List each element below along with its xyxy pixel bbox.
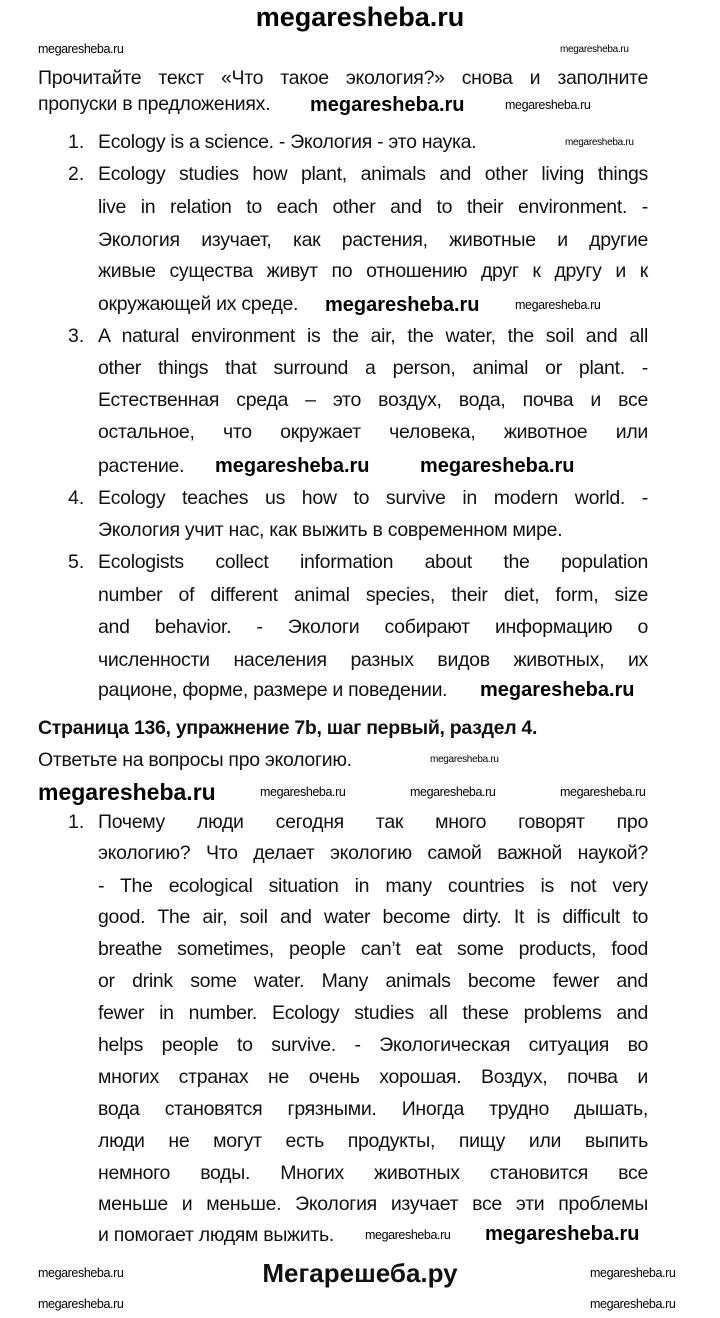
item-line: численности населения разных видов животных, их: [98, 649, 648, 671]
item-number: 3.: [68, 325, 85, 347]
watermark: megaresheba.ru: [560, 785, 646, 799]
item-line: Ecologists collect information about the population: [98, 551, 648, 573]
watermark: megaresheba.ru: [485, 1223, 640, 1245]
item-line: Экология учит нас, как выжить в современном мире.: [98, 519, 563, 541]
item-line: остальное, что окружает человека, животное или: [98, 421, 648, 443]
item-line: breathe sometimes, people can’t eat some products, food: [98, 938, 648, 960]
item-line: number of different animal species, their diet, form, size: [98, 584, 648, 606]
intro-line: пропуски в предложениях.: [38, 93, 271, 115]
item-line: Ecology teaches us how to survive in modern world. -: [98, 487, 648, 509]
item-line: Экология изучает, как растения, животные и другие: [98, 229, 648, 251]
item-line: Ecology is a science. - Экология - это наука.: [98, 131, 477, 153]
item-line: живые существа живут по отношению друг к другу и к: [98, 260, 648, 282]
watermark: megaresheba.ru: [515, 298, 601, 312]
item-line: окружающей их среде.: [98, 293, 299, 315]
watermark: megaresheba.ru: [420, 455, 575, 477]
watermark: megaresheba.ru: [260, 785, 346, 799]
watermark: megaresheba.ru: [590, 1297, 676, 1311]
watermark: megaresheba.ru: [38, 42, 124, 56]
item-line: немного воды. Многих животных становится все: [98, 1162, 648, 1184]
item-number: 2.: [68, 163, 85, 185]
item-line: live in relation to each other and to their environment. -: [98, 196, 648, 218]
item-line: Почему люди сегодня так много говорят про: [98, 811, 648, 833]
watermark: megaresheba.ru: [365, 1228, 451, 1242]
section-intro: Ответьте на вопросы про экологию.: [38, 749, 352, 771]
watermark: megaresheba.ru: [325, 294, 480, 316]
watermark: megaresheba.ru: [560, 44, 629, 55]
watermark: megaresheba.ru: [505, 98, 591, 112]
watermark: megaresheba.ru: [38, 779, 216, 805]
watermark: megaresheba.ru: [215, 455, 370, 477]
item-line: good. The air, soil and water become dirty. It is difficult to: [98, 906, 648, 928]
item-line: A natural environment is the air, the water, the soil and all: [98, 325, 648, 347]
item-number: 1.: [68, 811, 85, 833]
item-line: other things that surround a person, animal or plant. -: [98, 357, 648, 379]
item-line: helps people to survive. - Экологическая ситуация во: [98, 1034, 648, 1056]
watermark: megaresheba.ru: [310, 94, 465, 116]
item-line: - The ecological situation in many countries is not very: [98, 875, 648, 897]
item-number: 1.: [68, 131, 85, 153]
watermark: megaresheba.ru: [38, 1297, 124, 1311]
item-line: вода становятся грязными. Иногда трудно дышать,: [98, 1098, 648, 1120]
item-line: люди не могут есть продукты, пищу или выпить: [98, 1130, 648, 1152]
item-number: 5.: [68, 551, 85, 573]
watermark: megaresheba.ru: [565, 137, 634, 148]
item-number: 4.: [68, 487, 85, 509]
item-line: и помогает людям выжить.: [98, 1224, 334, 1246]
watermark: megaresheba.ru: [410, 785, 496, 799]
watermark: megaresheba.ru: [480, 679, 635, 701]
item-line: and behavior. - Экологи собирают информацию о: [98, 616, 648, 638]
section-heading: Страница 136, упражнение 7b, шаг первый, раздел 4.: [38, 717, 538, 739]
item-line: экологию? Что делает экологию самой важной наукой?: [98, 842, 648, 864]
item-line: многих странах не очень хорошая. Воздух, почва и: [98, 1066, 648, 1088]
item-line: Ecology studies how plant, animals and other living things: [98, 163, 648, 185]
item-line: меньше и меньше. Экология изучает все эти проблемы: [98, 1193, 648, 1215]
watermark: megaresheba.ru: [38, 1266, 124, 1280]
watermark: megaresheba.ru: [590, 1266, 676, 1280]
intro-line: Прочитайте текст «Что такое экология?» снова и заполните: [38, 67, 648, 89]
site-watermark-header: megaresheba.ru: [255, 2, 465, 32]
item-line: рационе, форме, размере и поведении.: [98, 679, 448, 701]
item-line: fewer in number. Ecology studies all these problems and: [98, 1002, 648, 1024]
item-line: Естественная среда – это воздух, вода, почва и все: [98, 389, 648, 411]
footer-site-name: Мегарешеба.ру: [262, 1258, 458, 1288]
watermark: megaresheba.ru: [430, 754, 499, 765]
item-line: растение.: [98, 455, 185, 477]
item-line: or drink some water. Many animals become fewer and: [98, 970, 648, 992]
